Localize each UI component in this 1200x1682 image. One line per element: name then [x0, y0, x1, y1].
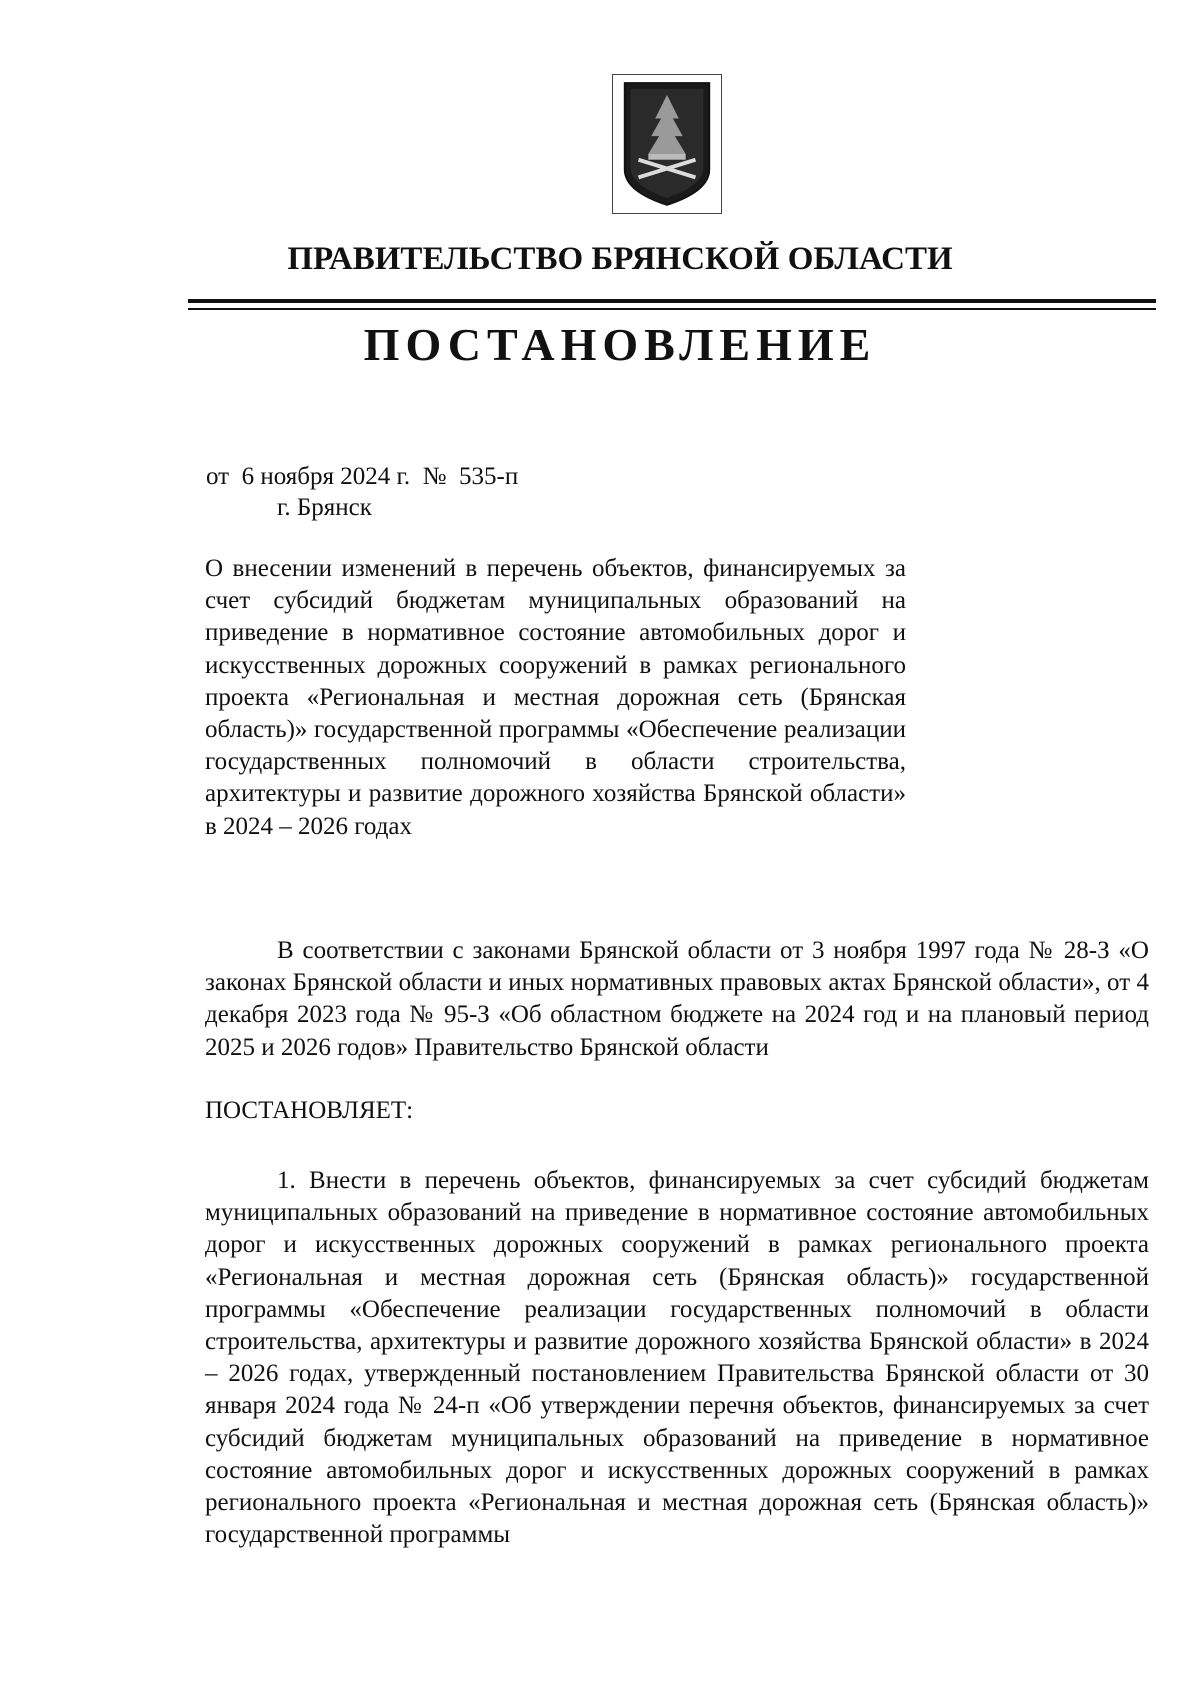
item-1-paragraph: 1. Внести в перечень объектов, финансируемых за счет субсидий бюджетам муниципальных образований на приведение в нормативное состояние автомобильных дорог и искусственных дорожных сооружений в рамках регионального проекта «Региональная и местная дорожная сеть (Брянская область)» государственной программы «Обеспечение реализации государственных полномочий в области строительства, архитектуры и развитие дорожного хозяйства Брянской области» в 2024 – 2026 годах, утвержденный постановлением Правительства Брянской области от 30 января 2024 года № 24-п «Об утверждении перечня объектов, финансируемых за счет субсидий бюджетам муниципальных образований на приведение в нормативное состояние автомобильных дорог и искусственных дорожных сооружений в рамках регионального проекта «Региональная и местная дорожная сеть (Брянская область)» государственной программы — [205, 1167, 1149, 1549]
government-title: ПРАВИТЕЛЬСТВО БРЯНСКОЙ ОБЛАСТИ — [287, 241, 953, 277]
coat-of-arms-icon — [612, 74, 722, 214]
header-rule-thin — [188, 308, 1156, 310]
preamble-paragraph: В соответствии с законами Брянской области от 3 ноября 1997 года № 28-З «О законах Брянской области и иных нормативных правовых актах Брянской области», от 4 декабря 2023 года № 95-З «Об областном бюджете на 2024 год и на плановый период 2025 и 2026 годов» Правительство Брянской области — [205, 937, 1149, 1061]
document-city: г. Брянск — [277, 494, 372, 521]
decree-word: ПОСТАНОВЛЯЕТ: — [205, 1097, 414, 1124]
document-subject: О внесении изменений в перечень объектов, финансируемых за счет субсидий бюджетам муниципальных образований на приведение в нормативное состояние автомобильных дорог и искусственных дорожных сооружений в рамках регионального проекта «Региональная и местная дорожная сеть (Брянская область)» государственной программы «Обеспечение реализации государственных полномочий в области строительства, архитектуры и развитие дорожного хозяйства Брянской области» в 2024 – 2026 годах — [205, 555, 906, 840]
document-date-number: от 6 ноября 2024 г. № 535-п — [206, 463, 519, 490]
document-type-title: ПОСТАНОВЛЕНИЕ — [363, 319, 877, 370]
header-rule-thick — [188, 299, 1156, 303]
